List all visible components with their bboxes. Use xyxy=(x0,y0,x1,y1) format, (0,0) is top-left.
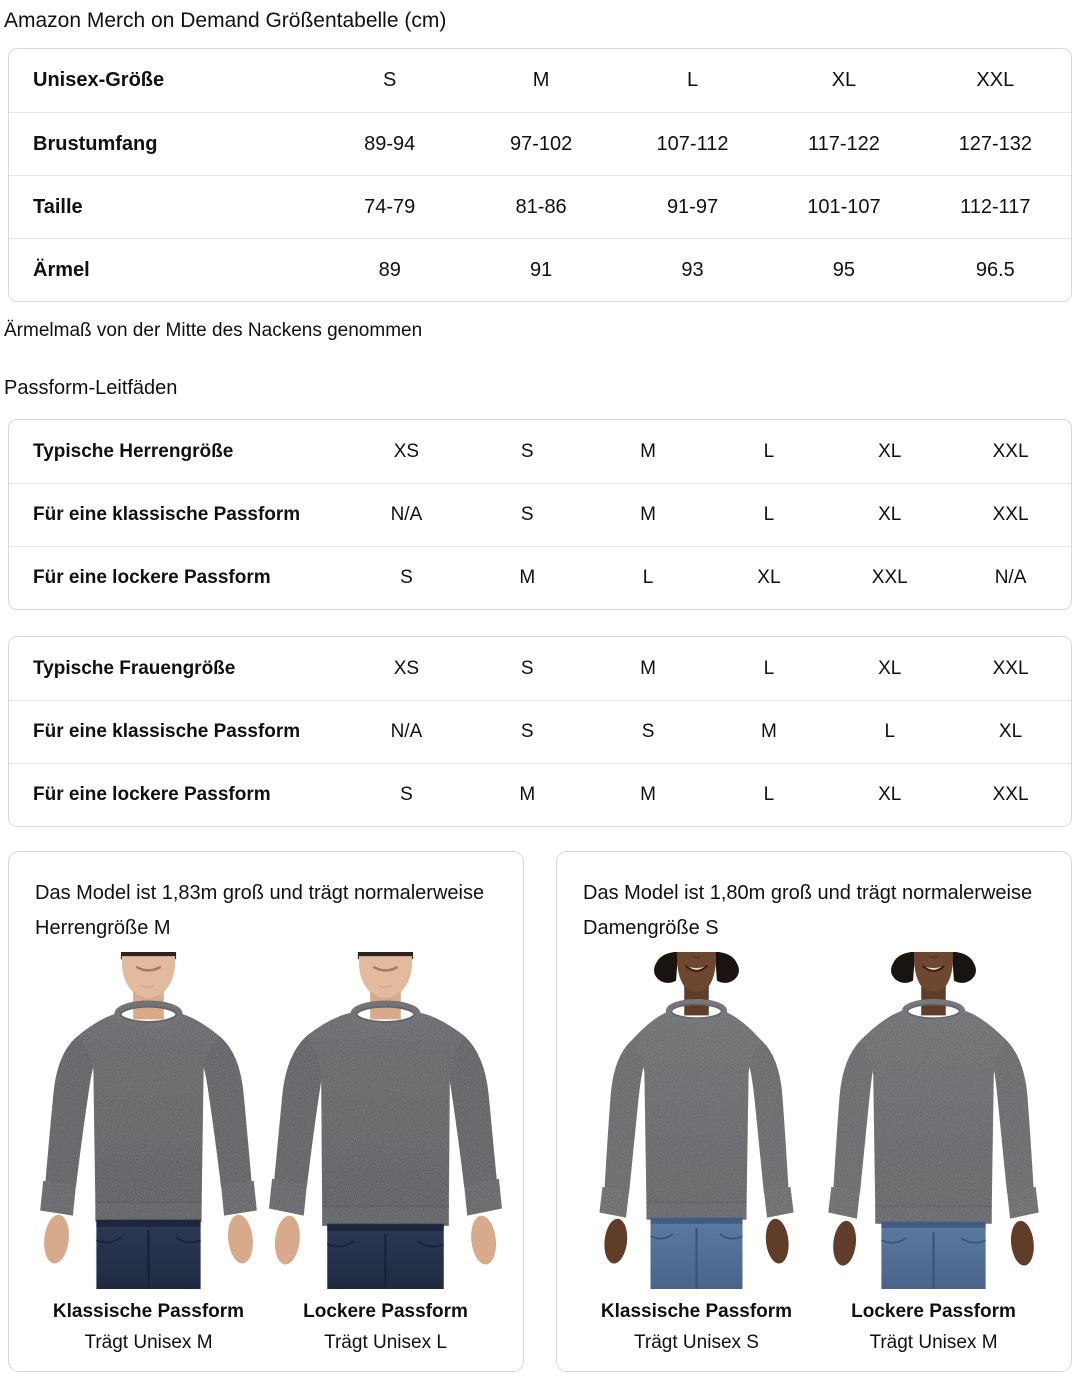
fit-name-label: Klassische Passform xyxy=(600,1301,793,1323)
size-value: L xyxy=(686,69,699,91)
size-value: XXL xyxy=(992,657,1029,679)
size-value: XXL xyxy=(992,784,1029,805)
female-classic-fit-photo xyxy=(579,952,814,1289)
size-value: 107-112 xyxy=(656,132,729,155)
size-value: L xyxy=(763,440,775,462)
table-row xyxy=(9,637,1071,700)
size-value: M xyxy=(640,440,656,462)
fit-size-label: Trägt Unisex M xyxy=(869,1332,998,1354)
size-value: 81-86 xyxy=(515,195,567,218)
size-value: S xyxy=(520,721,534,742)
size-value: XS xyxy=(393,440,420,462)
size-value: N/A xyxy=(390,504,423,525)
size-value: S xyxy=(400,784,413,805)
fit-name-label: Lockere Passform xyxy=(303,1301,468,1323)
size-value: S xyxy=(400,567,413,588)
size-value: XL xyxy=(878,784,902,805)
row-label: Für eine lockere Passform xyxy=(33,567,271,588)
size-value: S xyxy=(520,657,534,679)
size-value: XL xyxy=(878,440,902,462)
female-loose-fit-photo xyxy=(816,952,1051,1289)
model-card-men xyxy=(8,851,524,1372)
size-value: XL xyxy=(757,567,781,588)
model-photo-figure xyxy=(268,952,503,1355)
size-value: 91-97 xyxy=(666,195,719,218)
mens-fit-table xyxy=(8,419,1072,610)
model-description: Das Model ist 1,80m groß und trägt normalerweise Damengröße S xyxy=(583,882,1033,939)
size-value: XS xyxy=(393,657,420,679)
fit-size-label: Trägt Unisex L xyxy=(324,1332,447,1354)
row-label: Typische Herrengröße xyxy=(33,440,234,462)
fit-name-label: Lockere Passform xyxy=(851,1301,1016,1323)
size-value: XL xyxy=(878,504,902,525)
table-row xyxy=(9,420,1071,483)
row-label: Typische Frauengröße xyxy=(33,657,236,679)
size-value: S xyxy=(520,440,534,462)
size-value: 89 xyxy=(378,258,401,281)
size-value: L xyxy=(763,784,775,805)
model-photo-figure xyxy=(579,952,814,1355)
model-photos xyxy=(31,952,503,1355)
size-value: 101-107 xyxy=(807,195,881,218)
size-value: L xyxy=(642,567,654,588)
size-value: XL xyxy=(998,721,1023,742)
row-label: Unisex-Größe xyxy=(33,69,165,91)
model-cards xyxy=(8,851,1072,1372)
fit-name-label: Klassische Passform xyxy=(52,1301,245,1323)
size-value: XXL xyxy=(992,440,1029,462)
row-label: Für eine klassische Passform xyxy=(33,721,301,742)
size-value: M xyxy=(760,721,777,742)
row-label: Brustumfang xyxy=(33,132,158,155)
size-value: M xyxy=(519,784,536,805)
table-row xyxy=(9,238,1071,301)
model-card-women xyxy=(556,851,1072,1372)
size-value: M xyxy=(532,69,550,91)
size-value: N/A xyxy=(994,567,1027,588)
male-classic-fit-photo xyxy=(31,952,266,1289)
size-value: S xyxy=(641,721,655,742)
size-value: 74-79 xyxy=(364,195,416,218)
size-value: 95 xyxy=(832,258,856,281)
size-value: 117-122 xyxy=(807,132,880,155)
womens-fit-table xyxy=(8,636,1072,827)
size-value: 97-102 xyxy=(509,132,573,155)
sleeve-measure-note: Ärmelmaß von der Mitte des Nackens genommen xyxy=(4,320,423,341)
size-value: 96.5 xyxy=(975,258,1015,281)
row-label: Für eine klassische Passform xyxy=(33,504,301,525)
size-value: M xyxy=(640,784,656,805)
model-description: Das Model ist 1,83m groß und trägt normalerweise Herrengröße M xyxy=(35,882,485,939)
size-value: N/A xyxy=(390,721,423,742)
size-value: 91 xyxy=(529,258,553,281)
row-label: Ärmel xyxy=(33,258,90,281)
size-value: 127-132 xyxy=(958,132,1033,155)
fit-size-label: Trägt Unisex S xyxy=(634,1332,759,1354)
table-row xyxy=(9,483,1071,546)
size-value: XXL xyxy=(992,504,1029,525)
size-value: S xyxy=(520,504,534,525)
size-value: M xyxy=(640,657,656,679)
table-row xyxy=(9,546,1071,609)
size-value: 89-94 xyxy=(364,132,416,155)
size-value: M xyxy=(640,504,656,525)
fit-size-label: Trägt Unisex M xyxy=(84,1332,213,1354)
size-value: 93 xyxy=(681,258,704,281)
size-value: 112-117 xyxy=(960,195,1031,218)
table-row xyxy=(9,49,1071,112)
size-value: XL xyxy=(878,657,902,679)
row-label: Taille xyxy=(33,195,83,218)
model-photo-figure xyxy=(31,952,266,1355)
table-row xyxy=(9,112,1071,175)
size-value: XXL xyxy=(871,567,908,588)
size-value: M xyxy=(519,567,536,588)
male-loose-fit-photo xyxy=(268,952,503,1289)
size-value: L xyxy=(884,721,896,742)
size-value: XL xyxy=(831,69,857,91)
page-title: Amazon Merch on Demand Größentabelle (cm) xyxy=(4,9,447,32)
table-row xyxy=(9,700,1071,763)
model-photos xyxy=(579,952,1051,1355)
row-label: Für eine lockere Passform xyxy=(33,784,271,805)
model-photo-figure xyxy=(816,952,1051,1355)
size-value: L xyxy=(763,657,775,679)
fit-guides-title: Passform-Leitfäden xyxy=(4,377,178,399)
size-value: XXL xyxy=(976,69,1015,91)
table-row xyxy=(9,763,1071,826)
size-value: L xyxy=(763,504,775,525)
size-table xyxy=(8,48,1072,302)
table-row xyxy=(9,175,1071,238)
size-value: S xyxy=(383,69,397,91)
